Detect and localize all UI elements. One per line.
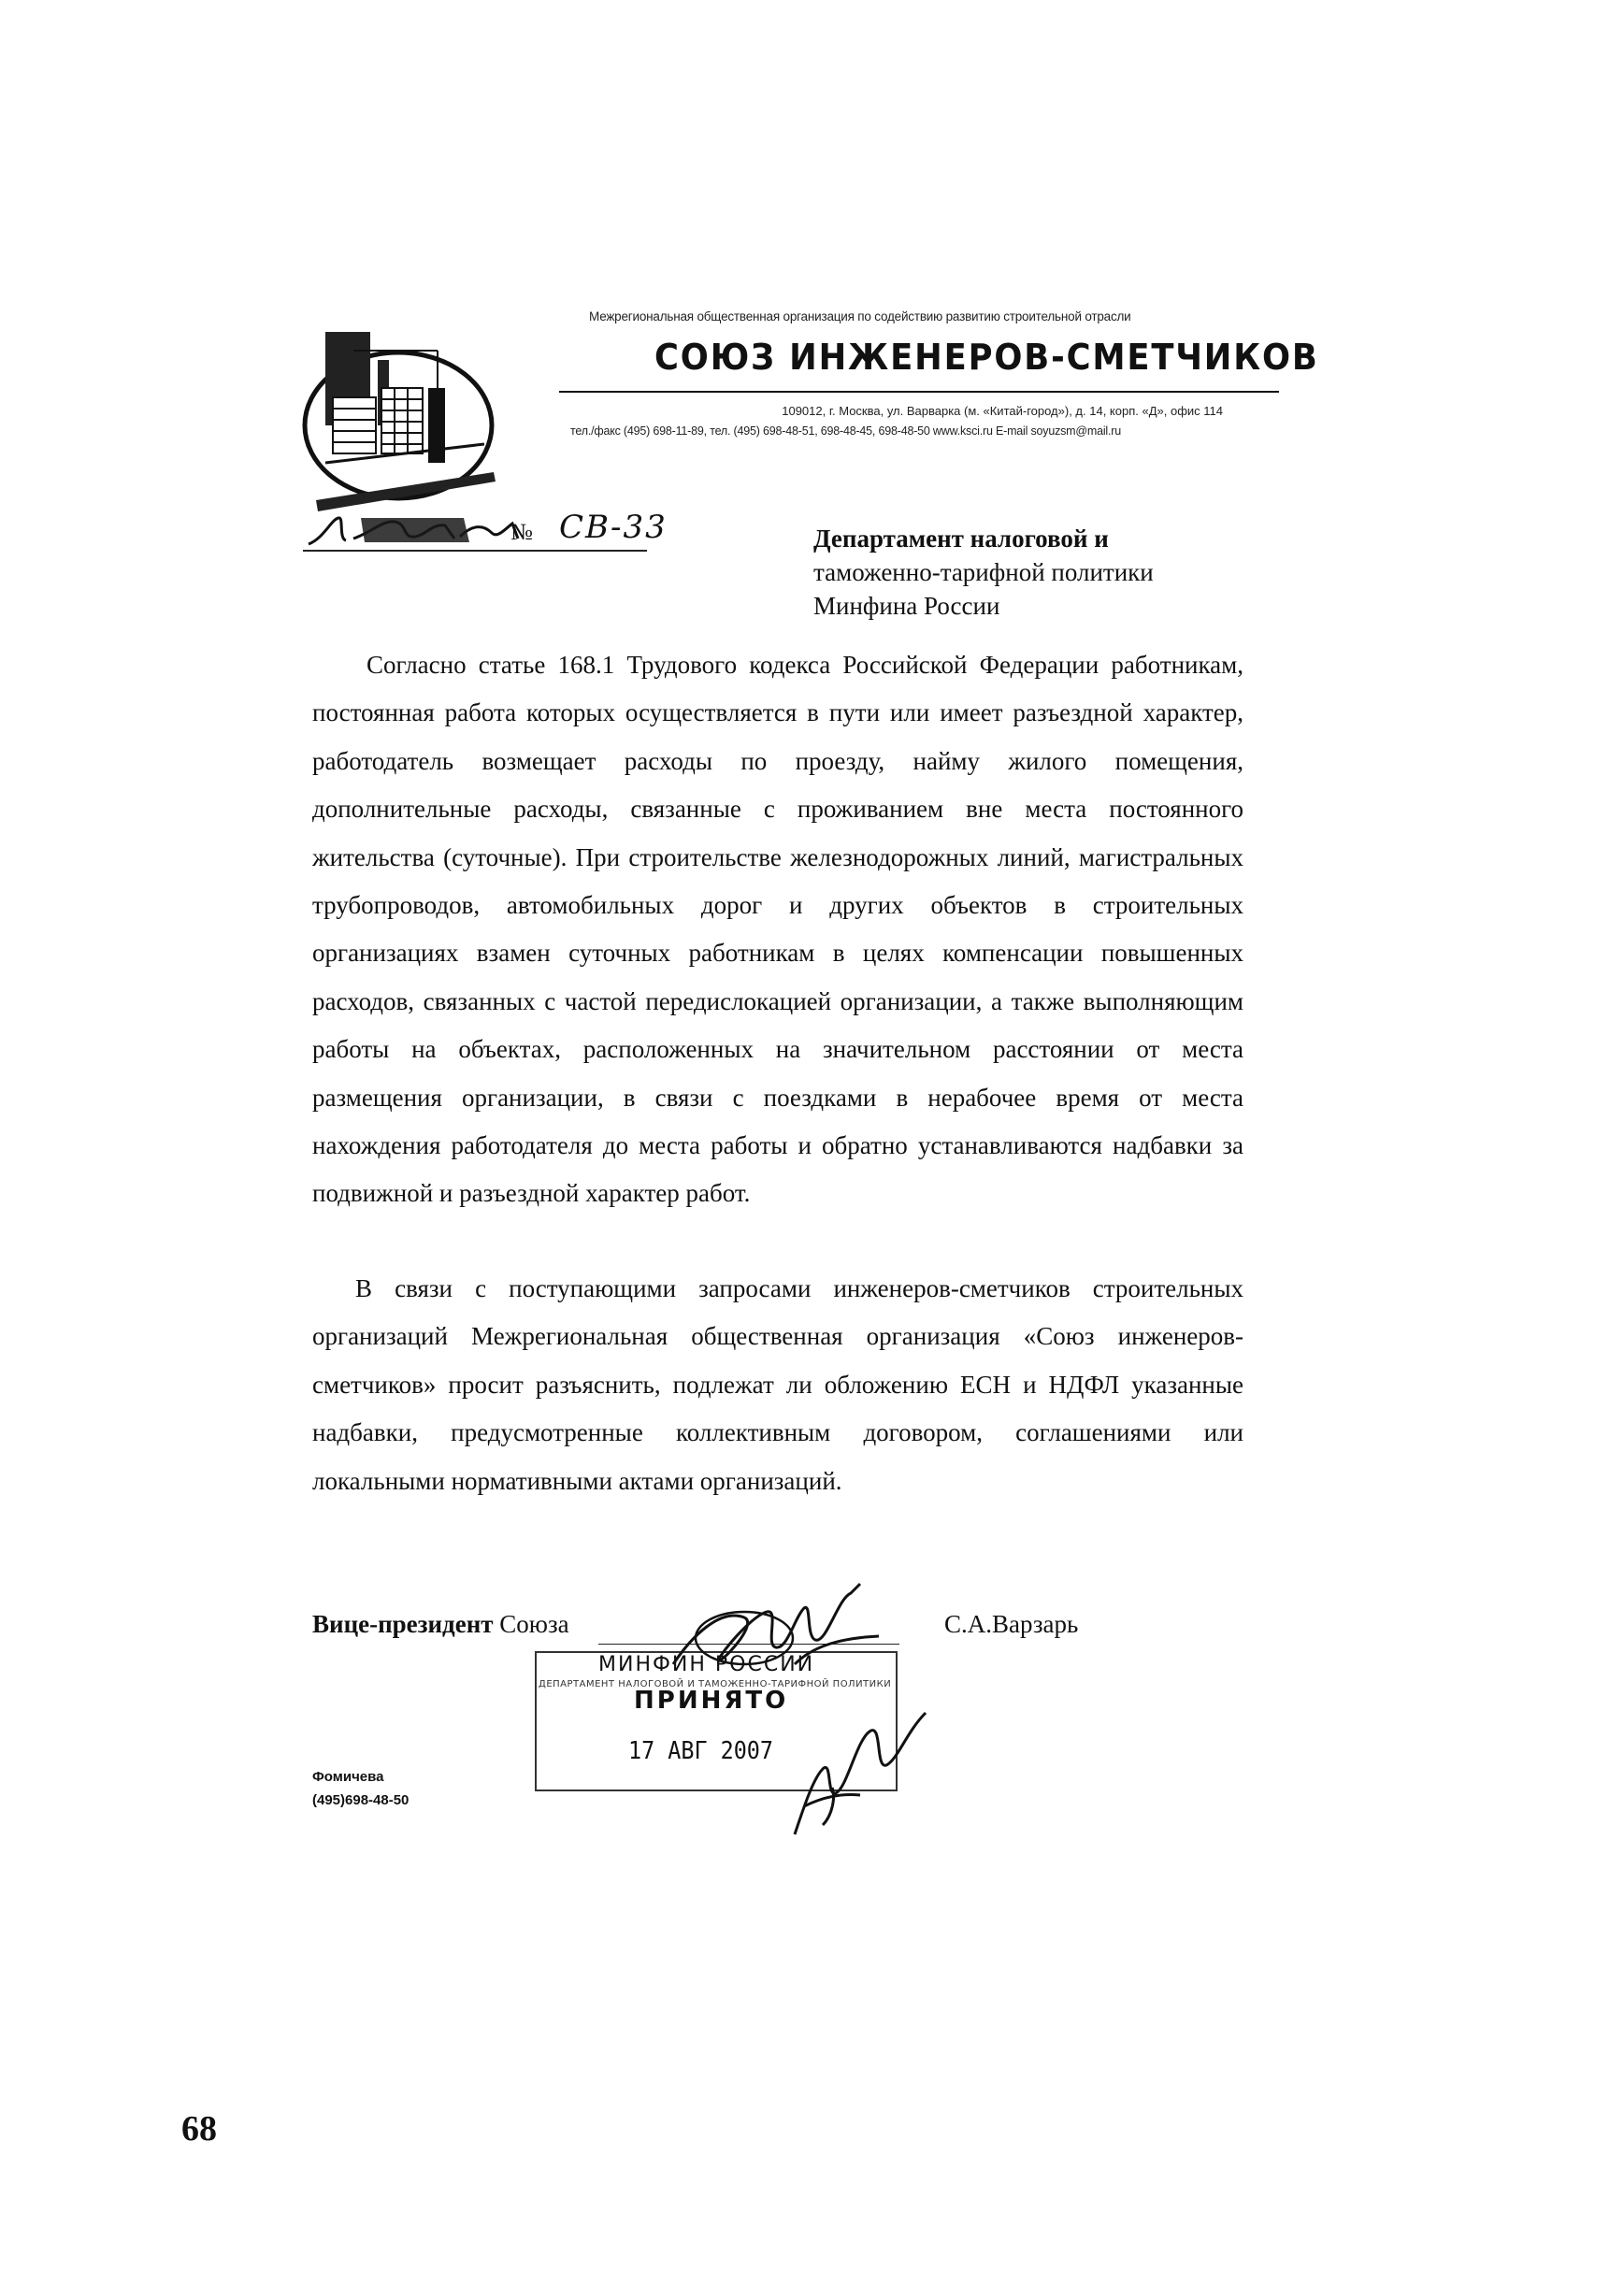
reference-number: СВ-33 [559,509,668,546]
reference-number-sign: № [510,520,533,545]
contact-phone: (495)698-48-50 [312,1792,410,1808]
signature-icon [654,1580,926,1683]
addressee-block [813,522,1154,623]
logo-emblem-icon [297,332,512,528]
handwritten-date-icon [305,510,529,552]
addressee-line-1: Департамент налоговой и [813,525,1109,553]
org-tagline: Межрегиональная общественная организация по содействию развитию строительной отрасли [589,309,1131,323]
contact-name: Фомичева [312,1769,384,1785]
stamp-signature-icon [767,1703,954,1844]
page-number: 68 [181,2109,217,2149]
addressee-line-2: таможенно-тарифной политики [813,558,1154,586]
org-contacts: тел./факс (495) 698-11-89, тел. (495) 698-48-51, 698-48-45, 698-48-50 www.ksci.ru E-mail soyuzsm@mail.ru [570,424,1121,438]
stamp-date: 17 АВГ 2007 [628,1737,773,1765]
signatory-title-rest: Союза [499,1610,569,1638]
signatory-title [312,1610,569,1639]
body-paragraph-1: Согласно статье 168.1 Трудового кодекса Российской Федерации работникам, постоянная работа которых осуществляется в пути или имеет разъездной характер, работодатель возмещает расходы по проезду, найму жилого помещения, дополнительные расходы, связанные с проживанием вне места постоянного жительства (суточные). При строительстве железнодорожных линий, магистральных трубопроводов, автомобильных дорог и других объектов в строительных организациях взамен суточных работникам в целях компенсации повышенных расходов, связанных с частой передислокацией организации, а также выполняющим работы на объектах, расположенных на значительном расстоянии от места размещения организации, в связи с поездками в нерабочее время от места нахождения работодателя до места работы и обратно устанавливаются надбавки за подвижной и разъездной характер работ. [312,651,1243,1208]
org-name: СОЮЗ ИНЖЕНЕРОВ-СМЕТЧИКОВ [654,337,1319,378]
contact-block [312,1765,409,1812]
stamp-department: ДЕПАРТАМЕНТ НАЛОГОВОЙ И ТАМОЖЕННО-ТАРИФНОЙ ПОЛИТИКИ [539,1679,892,1689]
body-paragraph-2: В связи с поступающими запросами инженеров-сметчиков строительных организаций Межрегиональная общественная организация «Союз инженеров-сметчиков» просит разъяснить, подлежат ли обложению ЕСН и НДФЛ указанные надбавки, предусмотренные коллективным договором, соглашениями или локальными нормативными актами организаций. [312,1274,1243,1495]
reference-underline [303,550,647,552]
stamp-ministry: МИНФИН РОССИИ [598,1653,815,1676]
addressee-line-3: Минфина России [813,592,1000,620]
signatory-title-bold: Вице-президент [312,1610,494,1638]
letterhead-divider [559,391,1279,393]
signatory-name: С.А.Варзарь [944,1610,1079,1638]
org-address: 109012, г. Москва, ул. Варварка (м. «Китай-город»), д. 14, корп. «Д», офис 114 [782,404,1223,418]
stamp-received: ПРИНЯТО [634,1687,789,1715]
